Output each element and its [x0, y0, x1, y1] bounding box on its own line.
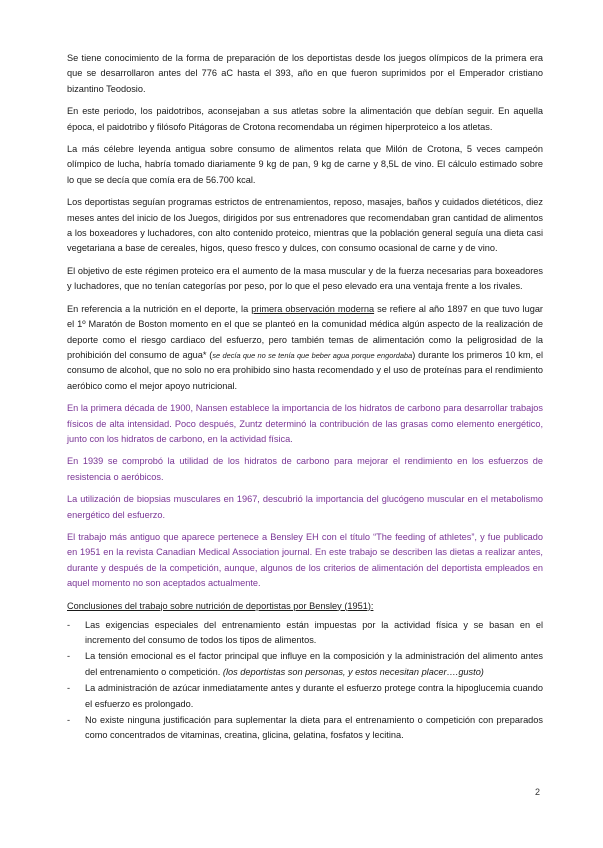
paragraph-first-observation — [67, 302, 543, 394]
dash-bullet: - — [67, 651, 71, 662]
paragraph-paidotribos: En este periodo, los paidotribos, aconsejaban a sus atletas sobre la alimentación que debían seguir. En aquella época, el paidotribo y filósofo Pitágoras de Crotona recomendaba un régimen hiperproteico a los atletas. — [67, 106, 543, 132]
paragraph-biopsies: La utilización de biopsias musculares en 1967, descubrió la importancia del glucógeno muscular en el metabolismo energético del esfuerzo. — [67, 494, 543, 520]
list-item-text: Las exigencias especiales del entrenamiento están impuestas por la actividad física y se basan en el incremento del consumo de todos los tipos de alimentos. — [85, 619, 543, 645]
list-item-text: La tensión emocional es el factor principal que influye en la composición y la administración del alimento antes del entrenamiento o competición. — [85, 651, 543, 677]
paragraph-nansen: En la primera década de 1900, Nansen establece la importancia de los hidratos de carbono para desarrollar trabajos físicos de alta intensidad. Poco después, Zuntz determinó la contribución de las grasas como elemento energético, junto con los hidratos de carbono, en la actividad física. — [67, 403, 543, 444]
paragraph-training-programs: Los deportistas seguían programas estrictos de entrenamientos, reposo, masajes, baños y cuidados dietéticos, diez meses antes del inicio de los Juegos, dirigidos por sus entrenadores que recomendaban gran cantidad de alimentos a los boxeadores y luchadores, con alto contenido proteico, mientras que la población general seguía una dieta casi vegetariana a base de cereales, higos, queso fresco y dulces, con consumo ocasional de carne y de vino. — [67, 197, 543, 254]
dash-bullet: - — [67, 715, 71, 726]
list-item — [67, 618, 543, 649]
paragraph-bensley: El trabajo más antiguo que aparece pertenece a Bensley EH con el título “The feeding of athletes”, y fue publicado en 1951 en la revista Canadian Medical Association journal. En este trabajo se describen las dietas a realizar antes, durante y después de la competición, aunque, algunos de los criterios de alimentación del deportista empleados en aquel momento no son aceptados actualmente. — [67, 531, 543, 589]
conclusions-list — [67, 618, 543, 744]
page-number: 2 — [535, 787, 541, 797]
list-item — [67, 649, 543, 680]
list-item — [67, 713, 543, 744]
italic-note: se decía que no se tenía que beber agua porque engordaba — [212, 350, 413, 360]
underlined-phrase: primera observación moderna — [251, 303, 375, 314]
dash-bullet: - — [67, 619, 71, 630]
italic-note: (los deportistas son personas, y estos necesitan placer….gusto) — [222, 666, 484, 677]
text-segment: se refiere al año 1897 en que tuvo lugar el 1º Maratón de Boston momento en el que se planteó en la comunidad médica algún aspecto de la realización de deporte como el riesgo cardiaco del esfuerzo, pero también temas de alimentación como la peligrosidad de la prohibición del consumo de agua* ( — [67, 303, 543, 360]
list-item-text: No existe ninguna justificación para suplementar la dieta para el entrenamiento o competición con preparados como concentrados de vitaminas, creatina, glicina, gelatina, fosfatos y lecitina. — [85, 715, 543, 741]
text-segment: ) durante los primeros 10 km, el consumo de alcohol, que no solo no era prohibido sino hasta recomendado y el uso de proteínas para el rendimiento aeróbico como el mejor apoyo nutricional. — [67, 349, 544, 391]
list-item — [67, 681, 543, 712]
text-segment: En referencia a la nutrición en el deporte, la — [67, 303, 252, 314]
list-item-text: La administración de azúcar inmediatamente antes y durante el esfuerzo protege contra la hipoglucemia cuando el esfuerzo es prolongado. — [85, 683, 543, 709]
paragraph-olympic-origins: Se tiene conocimiento de la forma de preparación de los deportistas desde los juegos olímpicos de la primera era que se desarrollaron antes del 776 aC hasta el 393, año en que fueron suprimidos por el Emperador cristiano bizantino Teodosio. — [67, 53, 543, 94]
paragraph-1939: En 1939 se comprobó la utilidad de los hidratos de carbono para mejorar el rendimiento en los esfuerzos de resistencia o aeróbicos. — [67, 456, 543, 482]
paragraph-protein-objective: El objetivo de este régimen proteico era el aumento de la masa muscular y de la fuerza necesarias para boxeadores y luchadores, que no tenían categorías por peso, por lo que el peso elevado era una ventaja frente a los rivales. — [67, 265, 543, 292]
paragraph-milon-legend: La más célebre leyenda antigua sobre consumo de alimentos relata que Milón de Crotona, 5 veces campeón olímpico de lucha, habría tomado diariamente 9 kg de pan, 9 kg de carne y 8,5L de vino. El cálculo estimado sobre lo que se decía que comía era de 56.700 kcal. — [67, 144, 543, 185]
dash-bullet: - — [67, 683, 71, 694]
document-page — [67, 51, 543, 745]
conclusions-heading: Conclusiones del trabajo sobre nutrición de deportistas por Bensley (1951): — [67, 600, 374, 611]
